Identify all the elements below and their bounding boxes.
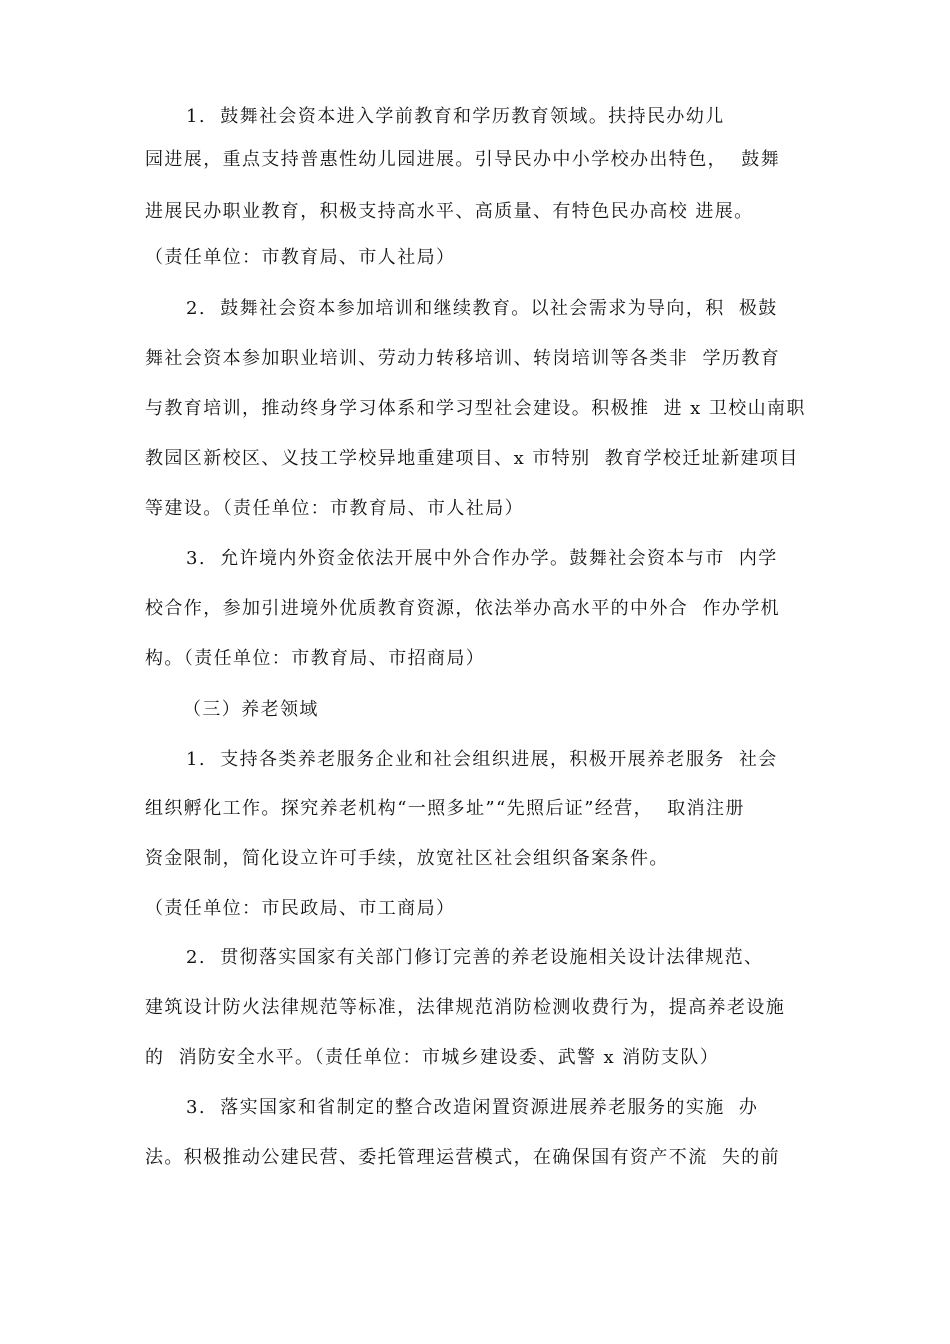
section-heading: （三）养老领域 xyxy=(183,699,319,720)
text-line: 资金限制，简化设立许可手续，放宽社区社会组织备案条件。 xyxy=(145,848,669,869)
text-line: 2. 贯彻落实国家有关部门修订完善的养老设施相关设计法律规范、 xyxy=(186,947,764,968)
text-line: 3. 允许境内外资金依法开展中外合作办学。鼓舞社会资本与市 内学 xyxy=(186,548,778,569)
text-line: 园进展，重点支持普惠性幼儿园进展。引导民办中小学校办出特色， 鼓舞 xyxy=(145,149,781,170)
text-line: 舞社会资本参加职业培训、劳动力转移培训、转岗培训等各类非 学历教育 xyxy=(145,348,781,369)
text-line: 与教育培训，推动终身学习体系和学习型社会建设。积极推 进 x 卫校山南职 xyxy=(145,398,806,419)
text-line: 2. 鼓舞社会资本参加培训和继续教育。以社会需求为导向，积 极鼓 xyxy=(186,298,778,319)
text-line: 组织孵化工作。探究养老机构“一照多址”“先照后证”经营， 取消注册 xyxy=(145,798,745,819)
text-line: 1. 支持各类养老服务企业和社会组织进展，积极开展养老服务 社会 xyxy=(186,749,778,770)
text-line: 教园区新校区、义技工学校异地重建项目、x 市特别 教育学校迁址新建项目 xyxy=(145,448,799,469)
text-line: 校合作，参加引进境外优质教育资源，依法举办高水平的中外合 作办学机 xyxy=(145,598,781,619)
text-line: 构。（责任单位：市教育局、市招商局） xyxy=(145,648,486,669)
text-line: （责任单位：市教育局、市人社局） xyxy=(145,247,456,268)
text-line: 等建设。（责任单位：市教育局、市人社局） xyxy=(145,498,524,519)
text-line: 1. 鼓舞社会资本进入学前教育和学历教育领域。扶持民办幼儿 xyxy=(186,106,725,127)
text-line: 的 消防安全水平。（责任单位：市城乡建设委、武警 x 消防支队） xyxy=(145,1047,720,1068)
text-line: 法。积极推动公建民营、委托管理运营模式，在确保国有资产不流 失的前 xyxy=(145,1147,781,1168)
text-line: 3. 落实国家和省制定的整合改造闲置资源进展养老服务的实施 办 xyxy=(186,1097,759,1118)
text-line: （责任单位：市民政局、市工商局） xyxy=(145,898,456,919)
text-line: 建筑设计防火法律规范等标准，法律规范消防检测收费行为，提高养老设施 xyxy=(145,997,786,1018)
text-line: 进展民办职业教育，积极支持高水平、高质量、有特色民办高校 进展。 xyxy=(145,201,754,222)
